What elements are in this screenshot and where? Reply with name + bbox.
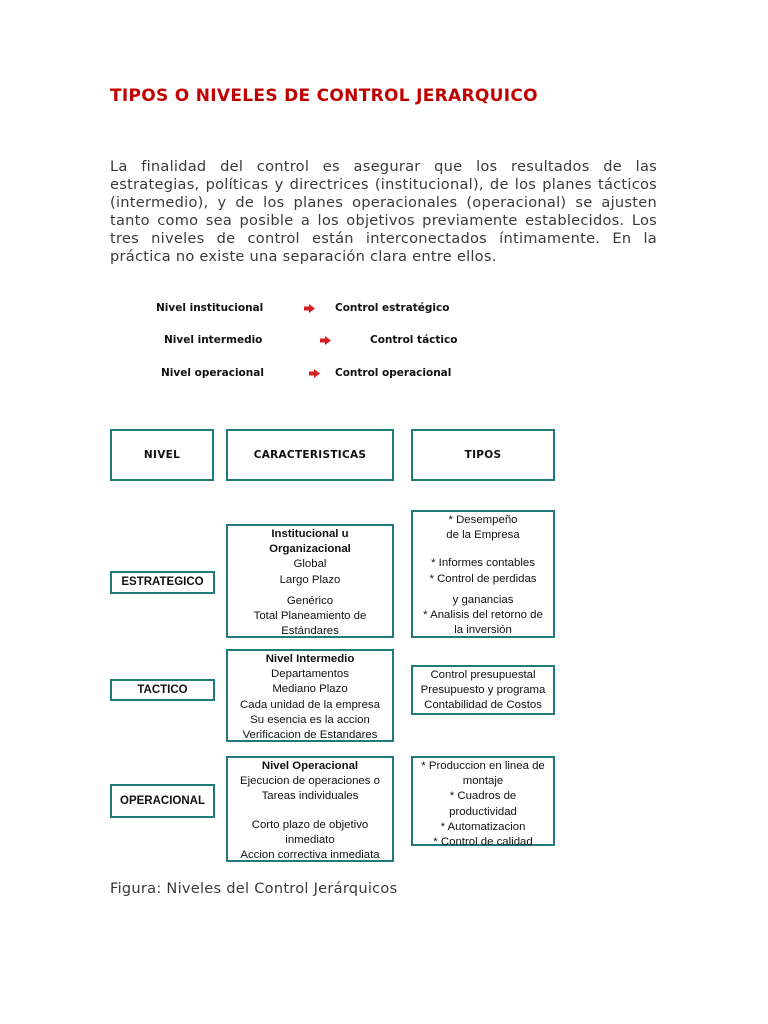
list-item: Genérico bbox=[286, 594, 334, 607]
mapping-control-operacional: Control operacional bbox=[335, 367, 452, 379]
list-item: * Analisis del retorno de bbox=[423, 609, 543, 622]
level-operacional: OPERACIONAL bbox=[110, 784, 215, 818]
list-item: Verificacion de Estandares bbox=[242, 729, 378, 742]
list-item: * Cuadros de bbox=[449, 790, 517, 803]
list-item: Corto plazo de objetivo bbox=[251, 818, 369, 831]
list-item: * Automatizacion bbox=[440, 820, 526, 833]
list-item: inmediato bbox=[285, 833, 335, 846]
arrow-right-icon bbox=[320, 336, 331, 345]
tipos-tactico bbox=[411, 665, 555, 715]
list-item: montaje bbox=[462, 775, 504, 788]
list-item: * Desempeño bbox=[448, 514, 518, 526]
list-item: Tareas individuales bbox=[261, 790, 359, 803]
list-item: * Produccion en linea de bbox=[421, 760, 545, 772]
list-item: Mediano Plazo bbox=[272, 683, 348, 696]
page-title: TIPOS O NIVELES DE CONTROL JERARQUICO bbox=[110, 86, 538, 106]
list-item: Presupuesto y programa bbox=[420, 684, 546, 697]
mapping-level-institucional: Nivel institucional bbox=[156, 302, 264, 314]
level-estrategico: ESTRATEGICO bbox=[110, 571, 215, 594]
list-item: Organizacional bbox=[269, 543, 351, 556]
caracteristicas-estrategico bbox=[226, 524, 394, 638]
arrow-right-icon bbox=[309, 369, 320, 378]
list-item: Total Planeamiento de bbox=[253, 610, 367, 623]
list-item: * Informes contables bbox=[431, 557, 535, 570]
mapping-control-estrategico: Control estratégico bbox=[335, 302, 450, 314]
figure-caption: Figura: Niveles del Control Jerárquicos bbox=[110, 880, 398, 897]
header-caracteristicas: CARACTERISTICAS bbox=[226, 429, 394, 481]
level-tactico: TACTICO bbox=[110, 679, 215, 701]
list-item: productividad bbox=[449, 805, 517, 818]
list-item: Su esencia es la accion bbox=[250, 713, 370, 726]
list-item: Contabilidad de Costos bbox=[424, 699, 542, 712]
list-item: Accion correctiva inmediata bbox=[240, 849, 380, 862]
caracteristicas-operacional bbox=[226, 756, 394, 862]
mapping-control-tactico: Control táctico bbox=[370, 334, 458, 346]
list-item: * Control de perdidas bbox=[429, 572, 537, 585]
tipos-estrategico bbox=[411, 510, 555, 638]
list-item: Control presupuestal bbox=[430, 669, 536, 681]
list-item: y ganancias bbox=[452, 593, 514, 606]
control-levels-figure bbox=[106, 296, 564, 866]
intro-paragraph: La finalidad del control es asegurar que los resultados de las estrategias, políticas y directrices (institucional), de los planes tácticos (intermedio), y de los planes operacionales (operacional) se ajusten tanto como sea posible a los objetivos previamente establecidos. Los tres niveles de control están interconectados íntimamente. En la práctica no existe una separación clara entre ellos. bbox=[110, 158, 657, 265]
list-item: Global bbox=[293, 558, 327, 571]
caracteristicas-tactico bbox=[226, 649, 394, 742]
list-item: la inversión bbox=[454, 624, 512, 637]
header-nivel: NIVEL bbox=[110, 429, 214, 481]
list-item: Departamentos bbox=[271, 668, 349, 681]
arrow-right-icon bbox=[304, 304, 315, 313]
list-item: Nivel Operacional bbox=[261, 760, 359, 772]
list-item: Largo Plazo bbox=[279, 573, 341, 586]
list-item: Institucional u bbox=[271, 528, 349, 540]
list-item: * Control de calidad bbox=[433, 836, 533, 849]
list-item: Nivel Intermedio bbox=[265, 653, 355, 665]
mapping-level-operacional: Nivel operacional bbox=[161, 367, 264, 379]
list-item: Cada unidad de la empresa bbox=[240, 698, 380, 711]
tipos-operacional bbox=[411, 756, 555, 849]
mapping-level-intermedio: Nivel intermedio bbox=[164, 334, 263, 346]
list-item: de la Empresa bbox=[446, 529, 520, 542]
list-item: Ejecucion de operaciones o bbox=[240, 775, 380, 788]
header-tipos: TIPOS bbox=[411, 429, 555, 481]
list-item: Estándares bbox=[281, 625, 339, 638]
